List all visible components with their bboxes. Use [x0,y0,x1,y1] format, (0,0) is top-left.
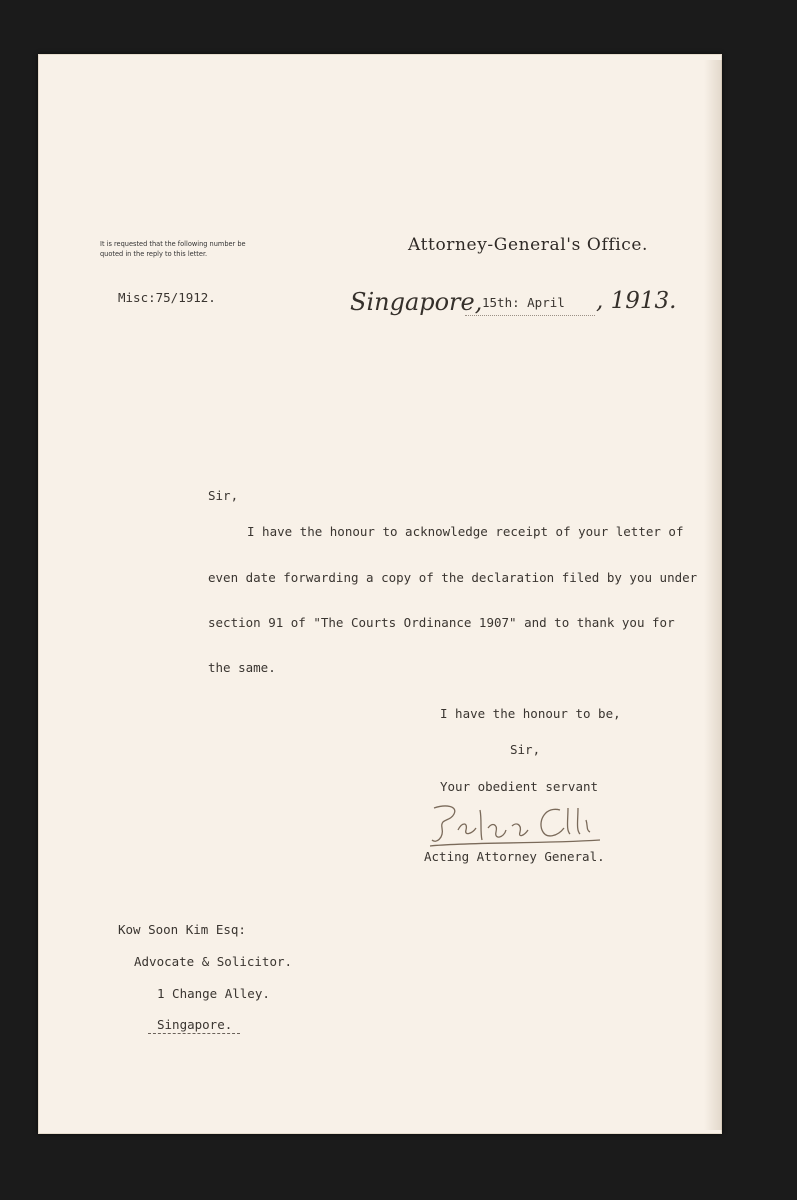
addressee-profession: Advocate & Solicitor. [134,954,293,969]
office-heading: Attorney-General's Office. [408,235,649,255]
addressee-city-underline [148,1033,240,1034]
handwritten-signature [428,800,608,850]
closing-line-1: I have the honour to be, [440,706,621,721]
closing-line-3: Your obedient servant [440,779,599,794]
date-day-month: 15th: April [482,295,565,310]
reference-request-note: It is requested that the following number be quoted in the reply to this letter. [100,240,246,258]
body-line-2: even date forwarding a copy of the declaration filed by you under [208,570,698,585]
body-line-1: I have the honour to acknowledge receipt of your letter of [247,524,684,539]
signatory-title: Acting Attorney General. [424,849,605,864]
year: , 1913. [596,288,677,314]
salutation: Sir, [208,488,239,503]
closing-line-2: Sir, [510,742,541,757]
addressee-street: 1 Change Alley. [157,986,270,1001]
date-rule [465,315,595,316]
addressee-name: Kow Soon Kim Esq: [118,922,246,937]
addressee-city: Singapore. [157,1017,233,1032]
place-name: Singapore, [350,288,483,316]
body-line-4: the same. [208,660,276,675]
letter-sheet [38,54,722,1134]
body-line-3: section 91 of "The Courts Ordinance 1907" and to thank you for [208,615,675,630]
paper-edge-shadow [704,60,722,1130]
reference-number: Misc:75/1912. [118,290,216,305]
